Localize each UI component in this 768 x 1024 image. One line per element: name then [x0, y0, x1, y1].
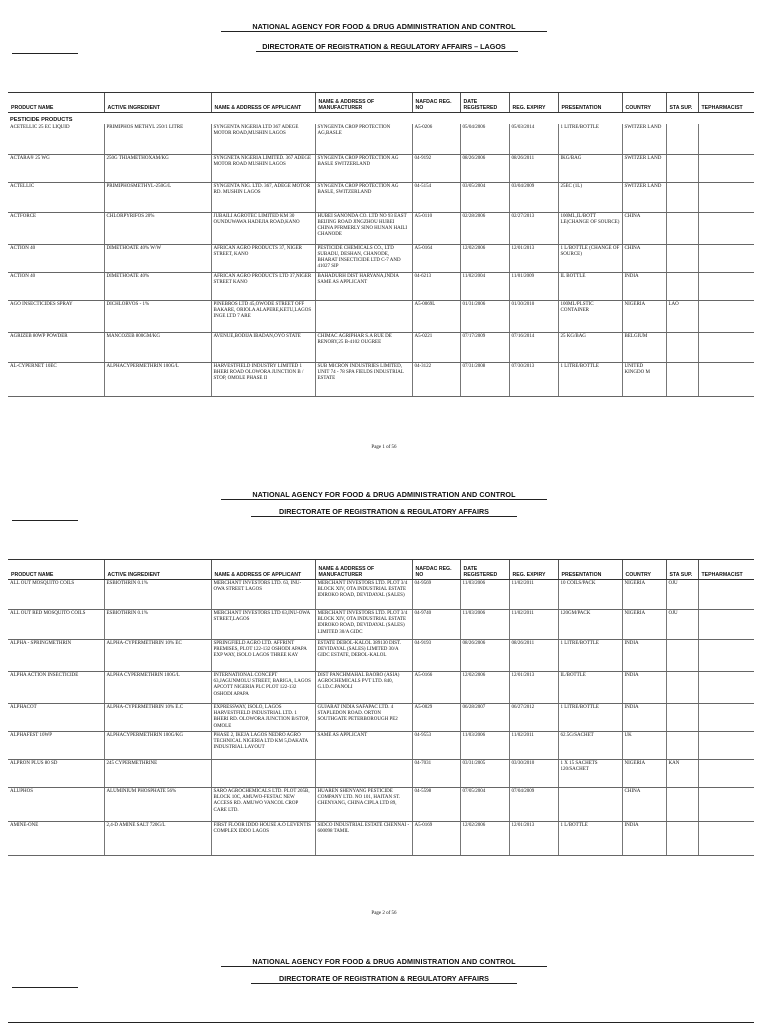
page-number: Page 2 of 56: [371, 911, 397, 916]
table-cell: [698, 272, 754, 300]
table-cell: NIGERIA: [622, 300, 666, 332]
table-cell: UNITED KINGDO M: [622, 362, 666, 396]
table-cell: 07/04/2009: [509, 788, 558, 822]
page-number: Page 1 of 56: [371, 445, 397, 450]
table-cell: A5-0029: [412, 704, 460, 732]
column-header: NAFDAC REG. NO: [412, 93, 460, 113]
table-cell: ALPHA-CYPERMETHRIN 10% EC: [104, 640, 211, 672]
table-cell: 06/28/2007: [460, 704, 509, 732]
table-cell: ALPHAFEST 10WP: [8, 732, 104, 760]
table-cell: [698, 732, 754, 760]
column-header: PRODUCT NAME: [8, 560, 104, 580]
column-header: STA SUP.: [666, 560, 698, 580]
table-cell: INDIA: [622, 672, 666, 704]
column-header: NAFDAC REG. NO: [412, 560, 460, 580]
table-cell: SYNGENTA CROP PROTECTION AG BASLE SWITZERLAND: [315, 154, 412, 182]
table-cell: 11/02/2011: [509, 610, 558, 640]
column-header: DATE REGISTERED: [460, 560, 509, 580]
table-cell: 1 LITRE/BOTTLE: [558, 704, 622, 732]
table-row: [8, 580, 754, 610]
table-cell: GUJARAT INDIA SAFAPAC LTD. 4 STAPLEDON ROAD. ORTON SOUTHGATE PETERBOROUGH PE2: [315, 704, 412, 732]
table-cell: AGRIZEB 80WP POWDER: [8, 332, 104, 362]
table-cell: PESTICIDE CHEMICALS CO., LTD SUBADU, DESHAN, CHANODE, BHARAT INSECTICIDE LTD C-7 AND 41027 SIP: [315, 244, 412, 272]
table-row: [8, 182, 754, 212]
table-cell: A5-0069L: [412, 300, 460, 332]
table-row: [8, 124, 754, 154]
table-row: [8, 760, 754, 788]
table-cell: ALL OUT RED MOSQUITO COILS: [8, 610, 104, 640]
table-cell: 04-9569: [412, 580, 460, 610]
table-cell: UK: [622, 732, 666, 760]
table-cell: 04-9740: [412, 610, 460, 640]
table-cell: [666, 704, 698, 732]
table-cell: 12/01/2013: [509, 822, 558, 856]
table-cell: [315, 300, 412, 332]
table-cell: [698, 704, 754, 732]
table-cell: SWITZER LAND: [622, 182, 666, 212]
table-cell: 11/02/2004: [460, 272, 509, 300]
table-cell: IL/BOTTLE: [558, 672, 622, 704]
table-cell: 12/02/2006: [460, 822, 509, 856]
table-cell: MERCHANT INVESTORS LTD. PLOT 3/4 BLOCK XIV, OTA INDUSTRIAL ESTATE IDIROKO ROAD, DEVIDAYAL (SALES): [315, 580, 412, 610]
table-cell: 12/01/2013: [509, 672, 558, 704]
table-cell: 100ML/PLSTIC CONTAINER: [558, 300, 622, 332]
table-cell: [698, 212, 754, 244]
table-cell: [558, 788, 622, 822]
table-cell: CHINA: [622, 788, 666, 822]
section-title-row: [8, 113, 754, 125]
table-row: [8, 732, 754, 760]
table-cell: CHINA: [622, 212, 666, 244]
table-cell: [666, 332, 698, 362]
table-cell: CHINA: [622, 244, 666, 272]
table-cell: 07/17/2009: [460, 332, 509, 362]
table-row: [8, 300, 754, 332]
table-cell: AFRICAN AGRO PRODUCTS 37, NIGER STREET, KANO: [211, 244, 315, 272]
table-cell: 08/26/2011: [509, 640, 558, 672]
table-cell: [698, 760, 754, 788]
table-cell: 11/02/2011: [509, 580, 558, 610]
table-row: [8, 212, 754, 244]
agency-title: NATIONAL AGENCY FOR FOOD & DRUG ADMINISTRATION AND CONTROL: [252, 22, 516, 31]
table-cell: IL BOTTLE: [558, 272, 622, 300]
table-cell: MERCHANT INVESTORS LTD. PLOT 3/4 BLOCK XIV, OTA INDUSTRIAL ESTATE IDIROKO ROAD, DEVIDAYAL (SALES) LIMITED 30/A GIDC: [315, 610, 412, 640]
table-cell: [698, 244, 754, 272]
table-cell: PHASE 2, IKEJA LAGOS NEDRO AGRO TECHNICAL NIGERIA LTD KM 5,DAKATA INDUSTRIAL LAYOUT: [211, 732, 315, 760]
table-cell: DIST PANCHMAHAL BAORO (ASIA) AGROCHEMICALS PVT LTD. 840, G.I.D.C.PANOLI: [315, 672, 412, 704]
table-cell: 02/27/2013: [509, 212, 558, 244]
table-cell: OJU: [666, 610, 698, 640]
table-cell: [698, 124, 754, 154]
directorate-title: DIRECTORATE OF REGISTRATION & REGULATORY AFFAIRS – LAGOS: [262, 42, 506, 51]
table-cell: NIGERIA: [622, 760, 666, 788]
column-header: PRODUCT NAME: [8, 93, 104, 113]
table-cell: [698, 300, 754, 332]
table-cell: [315, 760, 412, 788]
table-cell: 11/03/2006: [460, 610, 509, 640]
table-cell: FIRST FLOOR IDDO HOUSE A.O LEVENTIS COMPLEX IDDO LAGOS: [211, 822, 315, 856]
table-cell: 1 LITRE/BOTTLE: [558, 124, 622, 154]
table-cell: [698, 788, 754, 822]
table-cell: IKG/BAG: [558, 154, 622, 182]
table-cell: MANCOZEB 800GM/KG: [104, 332, 211, 362]
agency-title-underline: [221, 966, 547, 967]
table-cell: ACTFORCE: [8, 212, 104, 244]
table-cell: 04-7031: [412, 760, 460, 788]
table-cell: 07/31/2008: [460, 362, 509, 396]
table-cell: 120GM/PACK: [558, 610, 622, 640]
header-rule: [12, 987, 78, 988]
table-cell: [698, 822, 754, 856]
table-cell: 12/02/2006: [460, 672, 509, 704]
table-cell: [666, 788, 698, 822]
table-cell: 07/30/2013: [509, 362, 558, 396]
table-cell: [666, 640, 698, 672]
table-row: [8, 332, 754, 362]
table-cell: DIMETHOATE 40%: [104, 272, 211, 300]
table-cell: DIMETHOATE 40% W/W: [104, 244, 211, 272]
table-cell: AMINE-ONE: [8, 822, 104, 856]
table-cell: 05/04/2006: [460, 124, 509, 154]
table-cell: SWITZER LAND: [622, 154, 666, 182]
table-cell: 11/02/2011: [509, 732, 558, 760]
table-cell: ALPHA ACTION INSECTICIDE: [8, 672, 104, 704]
column-header: REG. EXPIRY: [509, 93, 558, 113]
table-cell: ALPHACYPERMETHRIN 100G/L: [104, 362, 211, 396]
table-cell: 06/27/2012: [509, 704, 558, 732]
table-cell: PRIMIPHOSMETHYL-250G/L: [104, 182, 211, 212]
directorate-title: DIRECTORATE OF REGISTRATION & REGULATORY AFFAIRS: [279, 974, 489, 983]
table-cell: 07/16/2014: [509, 332, 558, 362]
table-cell: [666, 212, 698, 244]
table-cell: HUAREN SHENYANG PESTICIDE COMPANY LTD. NO 101, HAITAN ST. CHENYANG, CHINA CIPLA LTD 89,: [315, 788, 412, 822]
table-cell: 04-6213: [412, 272, 460, 300]
table-cell: MERCHANT INVESTORS LTD. 63, INU-OWA STREET LAGOS: [211, 580, 315, 610]
table-cell: MERCHANT INVESTORS LTD 63,INU-OWA STREET,LAGOS: [211, 610, 315, 640]
table-row: [8, 788, 754, 822]
table-cell: ALPHACYPERMETHRIN 100G/KG: [104, 732, 211, 760]
table-cell: [698, 672, 754, 704]
table-cell: INDIA: [622, 272, 666, 300]
section-title: PESTICIDE PRODUCTS: [10, 117, 73, 123]
table-cell: DICHLORVOS - 1%: [104, 300, 211, 332]
table-cell: INDIA: [622, 704, 666, 732]
registration-table-page-2: [8, 559, 754, 856]
table-cell: 25EC (1L): [558, 182, 622, 212]
table-row: [8, 154, 754, 182]
table-cell: 11/03/2006: [460, 732, 509, 760]
directorate-title-underline: [256, 51, 518, 52]
header-rule: [12, 53, 78, 54]
table-cell: [698, 154, 754, 182]
registration-table-page-1: [8, 92, 754, 397]
table-row: [8, 610, 754, 640]
table-cell: ESBIOTHRIN 0.1%: [104, 580, 211, 610]
table-cell: [666, 272, 698, 300]
column-header: TEPHARMACIST: [698, 93, 754, 113]
table-cell: 08/26/2006: [460, 154, 509, 182]
table-cell: 01/30/2010: [509, 300, 558, 332]
agency-title-underline: [221, 499, 547, 500]
table-cell: ACTARA® 25 WG: [8, 154, 104, 182]
table-cell: CHIMAC AGRIPHAR S.A RUE DE RENORY,25 B-4102 OUGREE: [315, 332, 412, 362]
table-cell: ACETELLIC 25 EC LIQUID: [8, 124, 104, 154]
table-cell: 10 COILS/PACK: [558, 580, 622, 610]
table-cell: INDIA: [622, 640, 666, 672]
agency-title: NATIONAL AGENCY FOR FOOD & DRUG ADMINISTRATION AND CONTROL: [252, 957, 516, 966]
table-cell: 04-5154: [412, 182, 460, 212]
table-cell: [666, 244, 698, 272]
table-cell: [666, 732, 698, 760]
table-cell: 01/31/2006: [460, 300, 509, 332]
table-cell: ALPHACOT: [8, 704, 104, 732]
table-cell: [698, 580, 754, 610]
column-header: PRESENTATION: [558, 93, 622, 113]
table-cell: NIGERIA: [622, 610, 666, 640]
table-cell: 04-3122: [412, 362, 460, 396]
table-cell: LAO: [666, 300, 698, 332]
table-cell: 03/04/2009: [509, 182, 558, 212]
column-header: REG. EXPIRY: [509, 560, 558, 580]
column-header: ACTIVE INGREDIENT: [104, 93, 211, 113]
table-cell: PRIMIPHOS METHYL 250/1 LITRE: [104, 124, 211, 154]
table-cell: [698, 610, 754, 640]
table-cell: A5-0206: [412, 124, 460, 154]
table-cell: 1 L/BOTTLE (CHANGE OF SOURCE): [558, 244, 622, 272]
table-cell: OJU: [666, 580, 698, 610]
table-cell: 1 LITRE/BOTTLE: [558, 362, 622, 396]
table-cell: SYNGENTA NIG. LTD. 367, ADEGE MOTOR RD. MUSHIN LAGOS: [211, 182, 315, 212]
column-header: TEPHARMACIST: [698, 560, 754, 580]
table-cell: SYNGENTA CROP PROTECTION AG BASLE, SWITZERLAND: [315, 182, 412, 212]
table-cell: NIGERIA: [622, 580, 666, 610]
table-cell: AGO INSECTICIDES SPRAY: [8, 300, 104, 332]
column-header: PRESENTATION: [558, 560, 622, 580]
table-cell: 1 LITRE/BOTTLE: [558, 640, 622, 672]
column-header: COUNTRY: [622, 560, 666, 580]
table-cell: [666, 154, 698, 182]
directorate-title-underline: [251, 983, 517, 984]
table-cell: 250G THIAMETHOXAM/KG: [104, 154, 211, 182]
table-cell: 04-9192: [412, 154, 460, 182]
table-cell: 2,4-D AMINE SALT 720G/L: [104, 822, 211, 856]
table-cell: 1 L/BOTTLE: [558, 822, 622, 856]
table-cell: EXPRESSWAY, ISOLO, LAGOS HARVESTFIELD INDUSTRIAL LTD. 1 BHERI RD. OLOWORA JUNCTION B/STOP, OMOLE: [211, 704, 315, 732]
column-header: NAME & ADDRESS OF MANUFACTURER: [315, 560, 412, 580]
table-cell: BAHADURH DIST HARYANA,INDIA SAME AS APPLICANT: [315, 272, 412, 300]
table-row: [8, 272, 754, 300]
table-cell: 100ML,IL/BOTT LE(CHANGE OF SOURCE): [558, 212, 622, 244]
table-cell: 04-9193: [412, 640, 460, 672]
directorate-title: DIRECTORATE OF REGISTRATION & REGULATORY AFFAIRS: [279, 507, 489, 516]
table-cell: AL-CYPERNET 10EC: [8, 362, 104, 396]
table-cell: 07/05/2004: [460, 788, 509, 822]
table-cell: A5-0169: [412, 822, 460, 856]
table-cell: PINEBROS LTD 45,OWODE STREET OFF BAKARE, ORIOLA ALAPERE,KETU,LAGOS INGE LTD 7 ARE: [211, 300, 315, 332]
table-cell: [211, 760, 315, 788]
header-rule: [12, 520, 78, 521]
table-cell: 03/30/2010: [509, 760, 558, 788]
table-cell: SPRINGFIELD AGRO LTD. AFFRINT PREMISES, PLOT 122-132 OSHODI APAPA EXP WAY, ISOLO LAGOS THREE KAY: [211, 640, 315, 672]
table-cell: [698, 640, 754, 672]
table-cell: CHLORPYRIFOS 20%: [104, 212, 211, 244]
table-cell: SAME AS APPLICANT: [315, 732, 412, 760]
table-cell: HARVESTFIELD INDUSTRY LIMITED 1 BHERI ROAD OLOWORA JUNCTION B / STOP, OMOLE PHASE II: [211, 362, 315, 396]
table-cell: ALUPHOS: [8, 788, 104, 822]
column-header: NAME & ADDRESS OF APPLICANT: [211, 93, 315, 113]
table-cell: ALPHA CYPERMETHRIN 100G/L: [104, 672, 211, 704]
table-cell: ALPRON PLUS 80 SD: [8, 760, 104, 788]
table-cell: SARO AGROCHEMICALS LTD. PLOT 205B, BLOCK 10C, AMUWO-FESTAC NEW ACCESS RD. AMUWO VANCOL CROP CARE LTD.: [211, 788, 315, 822]
table-header-row: [8, 560, 754, 580]
table-cell: 12/02/2006: [460, 244, 509, 272]
table-cell: INDIA: [622, 822, 666, 856]
table-cell: A5-0164: [412, 244, 460, 272]
table-cell: ESBIOTHRIN 0.1%: [104, 610, 211, 640]
column-header: DATE REGISTERED: [460, 93, 509, 113]
table-cell: A5-0166: [412, 672, 460, 704]
table-cell: [666, 362, 698, 396]
table-cell: 04-9553: [412, 732, 460, 760]
table-cell: A5-0110: [412, 212, 460, 244]
table-cell: ALPHA - SPRINGMETHRIN: [8, 640, 104, 672]
table-cell: ALUMINIUM PHOSPHATE 56%: [104, 788, 211, 822]
table-cell: ACTELLIC: [8, 182, 104, 212]
table-row: [8, 672, 754, 704]
column-header: NAME & ADDRESS OF APPLICANT: [211, 560, 315, 580]
table-cell: ACTION 40: [8, 244, 104, 272]
table-cell: AFRICAN AGRO PRODUCTS LTD 37,NIGER STREET KANO: [211, 272, 315, 300]
table-row: [8, 822, 754, 856]
table-cell: ESTATE DEBOL-KALOL 389130 DIST. DEVIDAYAL (SALES) LIMITED 30/A GIDC ESTATE, DEBOL-KALOL: [315, 640, 412, 672]
table-cell: BELGIUM: [622, 332, 666, 362]
table-cell: 25 KG/BAG: [558, 332, 622, 362]
table-cell: [698, 362, 754, 396]
table-row: [8, 362, 754, 396]
column-header: ACTIVE INGREDIENT: [104, 560, 211, 580]
table-cell: [666, 822, 698, 856]
table-cell: [666, 124, 698, 154]
table-cell: [666, 182, 698, 212]
table-cell: 05/03/2014: [509, 124, 558, 154]
agency-title-underline: [221, 31, 547, 32]
table-cell: 62.5G/SACHET: [558, 732, 622, 760]
table-cell: ALPHA-CYPERMETHRIN 10% E.C: [104, 704, 211, 732]
table-cell: [698, 182, 754, 212]
table-cell: HUBEI SANONDA CO. LTD NO 93 EAST BEIJING ROAD JINGZHOU HUBEI CHINA PFRMERLY SINO HUNAN HAILI CHANODE: [315, 212, 412, 244]
table-row: [8, 244, 754, 272]
table-cell: SYNGENTA CROP PROTECTION AG,BASLE: [315, 124, 412, 154]
column-header: STA SUP.: [666, 93, 698, 113]
table-cell: 04-5598: [412, 788, 460, 822]
agency-title: NATIONAL AGENCY FOR FOOD & DRUG ADMINISTRATION AND CONTROL: [252, 490, 516, 499]
table-cell: ACTION 40: [8, 272, 104, 300]
table-cell: SYNGENTA NIGERIA LTD 367 ADEGE MOTOR ROAD,MUSHIN LAGOS: [211, 124, 315, 154]
table-cell: KAN: [666, 760, 698, 788]
table-cell: 11/03/2006: [460, 580, 509, 610]
table-top-rule: [8, 1022, 754, 1023]
table-cell: 03/31/2005: [460, 760, 509, 788]
table-row: [8, 704, 754, 732]
table-cell: SIDCO INDUSTRIAL ESTATE CHENNAI - 600098 TAMIL: [315, 822, 412, 856]
table-cell: A5-0221: [412, 332, 460, 362]
table-cell: ALL OUT MOSQUITO COILS: [8, 580, 104, 610]
table-cell: [666, 672, 698, 704]
table-cell: 02/28/2006: [460, 212, 509, 244]
directorate-title-underline: [251, 516, 517, 517]
table-cell: SYNGNETA NIGERIA LIMITED. 367 ADEGE MOTOR ROAD MUSHIN LAGOS: [211, 154, 315, 182]
table-cell: JUBAILI AGROTEC LIMITED KM 30 OUNDUWAWA HADEJIA ROAD,KANO: [211, 212, 315, 244]
table-row: [8, 640, 754, 672]
table-header-row: [8, 93, 754, 113]
column-header: NAME & ADDRESS OF MANUFACTURER: [315, 93, 412, 113]
table-cell: [698, 332, 754, 362]
table-cell: INTERNATIONAL CONCEPT 63,JAGUNMOLU STREET, BARIGA, LAGOS APCOTT NIGERIA PLC PLOT 122-132 OSHODI APAPA: [211, 672, 315, 704]
table-cell: 12/01/2013: [509, 244, 558, 272]
table-cell: SWITZER LAND: [622, 124, 666, 154]
table-cell: AVENUE,BODIJA IBADAN,OYO STATE: [211, 332, 315, 362]
table-cell: 08/26/2006: [460, 640, 509, 672]
table-cell: 08/26/2011: [509, 154, 558, 182]
table-cell: 11/01/2009: [509, 272, 558, 300]
table-cell: 245 CYPERMETHRINE: [104, 760, 211, 788]
table-cell: 1 X 15 SACHETS 120/SACHET: [558, 760, 622, 788]
table-cell: SUB MICRON INDUSTRIES LIMITED, UNIT 74 - 78 SPA FIELDS INDUSTRIAL ESTATE: [315, 362, 412, 396]
table-cell: 03/05/2004: [460, 182, 509, 212]
column-header: COUNTRY: [622, 93, 666, 113]
